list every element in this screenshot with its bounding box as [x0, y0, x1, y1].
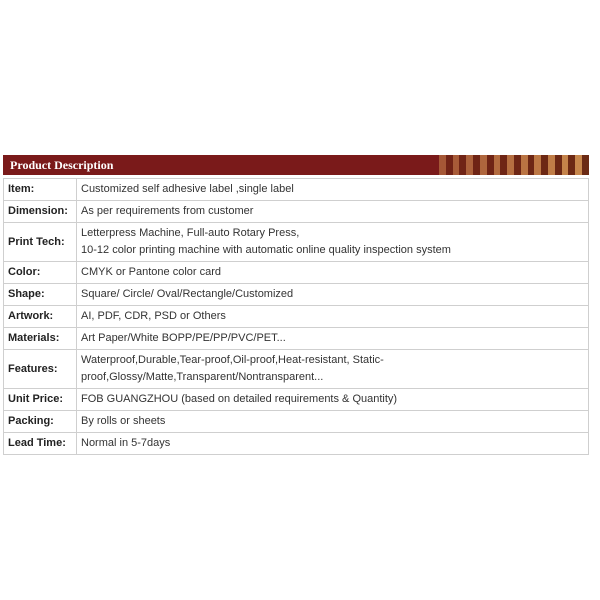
- spec-table: [3, 178, 589, 455]
- table-row: [4, 389, 589, 411]
- table-row: [4, 433, 589, 455]
- row-value: [77, 201, 589, 223]
- row-label: Color:: [4, 262, 77, 284]
- row-value-line: Customized self adhesive label ,single label: [81, 183, 294, 195]
- table-row: [4, 328, 589, 350]
- row-value-line: Art Paper/White BOPP/PE/PP/PVC/PET...: [81, 332, 286, 344]
- row-value-line: As per requirements from customer: [81, 205, 254, 217]
- banner-stripe: [521, 155, 528, 175]
- row-value-line: FOB GUANGZHOU (based on detailed requirements & Quantity): [81, 393, 398, 405]
- banner-stripe: [500, 155, 507, 175]
- table-row: [4, 223, 589, 262]
- banner-stripe: [582, 155, 589, 175]
- banner-stripe: [439, 155, 446, 175]
- row-value: [77, 223, 589, 262]
- row-value-line: By rolls or sheets: [81, 415, 166, 427]
- row-value-line: proof,Glossy/Matte,Transparent/Nontransparent...: [81, 371, 324, 383]
- table-row: [4, 201, 589, 223]
- banner-stripe: [555, 155, 562, 175]
- row-label: Print Tech:: [4, 223, 77, 262]
- table-row: [4, 179, 589, 201]
- row-value-line: CMYK or Pantone color card: [81, 266, 222, 278]
- banner-stripe: [514, 155, 521, 175]
- banner-stripe: [494, 155, 501, 175]
- row-label: Packing:: [4, 411, 77, 433]
- row-value: [77, 262, 589, 284]
- banner-stripe: [507, 155, 514, 175]
- row-value: [77, 433, 589, 455]
- row-value: [77, 306, 589, 328]
- banner-stripes-decoration: [439, 155, 589, 175]
- banner-stripe: [466, 155, 473, 175]
- row-label: Features:: [4, 350, 77, 389]
- row-value: [77, 179, 589, 201]
- row-label: Artwork:: [4, 306, 77, 328]
- table-row: [4, 350, 589, 389]
- table-row: [4, 306, 589, 328]
- banner-stripe: [480, 155, 487, 175]
- row-value: [77, 411, 589, 433]
- row-value-line: Waterproof,Durable,Tear-proof,Oil-proof,Heat-resistant, Static-: [81, 354, 384, 366]
- row-value-line: Normal in 5-7days: [81, 437, 171, 449]
- banner-stripe: [541, 155, 548, 175]
- row-value-line: 10-12 color printing machine with automatic online quality inspection system: [81, 244, 451, 256]
- banner-stripe: [459, 155, 466, 175]
- row-label: Materials:: [4, 328, 77, 350]
- product-description-section: [3, 155, 589, 455]
- row-label: Item:: [4, 179, 77, 201]
- row-label: Lead Time:: [4, 433, 77, 455]
- section-banner: [3, 155, 589, 175]
- row-value: [77, 389, 589, 411]
- row-label: Shape:: [4, 284, 77, 306]
- row-value-line: Letterpress Machine, Full-auto Rotary Press,: [81, 227, 300, 239]
- banner-stripe: [446, 155, 453, 175]
- table-row: [4, 262, 589, 284]
- section-title: Product Description: [10, 158, 114, 172]
- row-value: [77, 284, 589, 306]
- banner-stripe: [562, 155, 569, 175]
- banner-stripe: [548, 155, 555, 175]
- banner-stripe: [575, 155, 582, 175]
- table-row: [4, 284, 589, 306]
- banner-stripe: [528, 155, 535, 175]
- row-value: [77, 328, 589, 350]
- row-label: Unit Price:: [4, 389, 77, 411]
- row-label: Dimension:: [4, 201, 77, 223]
- banner-stripe: [473, 155, 480, 175]
- table-row: [4, 411, 589, 433]
- banner-stripe: [453, 155, 460, 175]
- row-value: [77, 350, 589, 389]
- row-value-line: AI, PDF, CDR, PSD or Others: [81, 310, 226, 322]
- banner-stripe: [487, 155, 494, 175]
- banner-stripe: [568, 155, 575, 175]
- row-value-line: Square/ Circle/ Oval/Rectangle/Customized: [81, 288, 294, 300]
- banner-stripe: [534, 155, 541, 175]
